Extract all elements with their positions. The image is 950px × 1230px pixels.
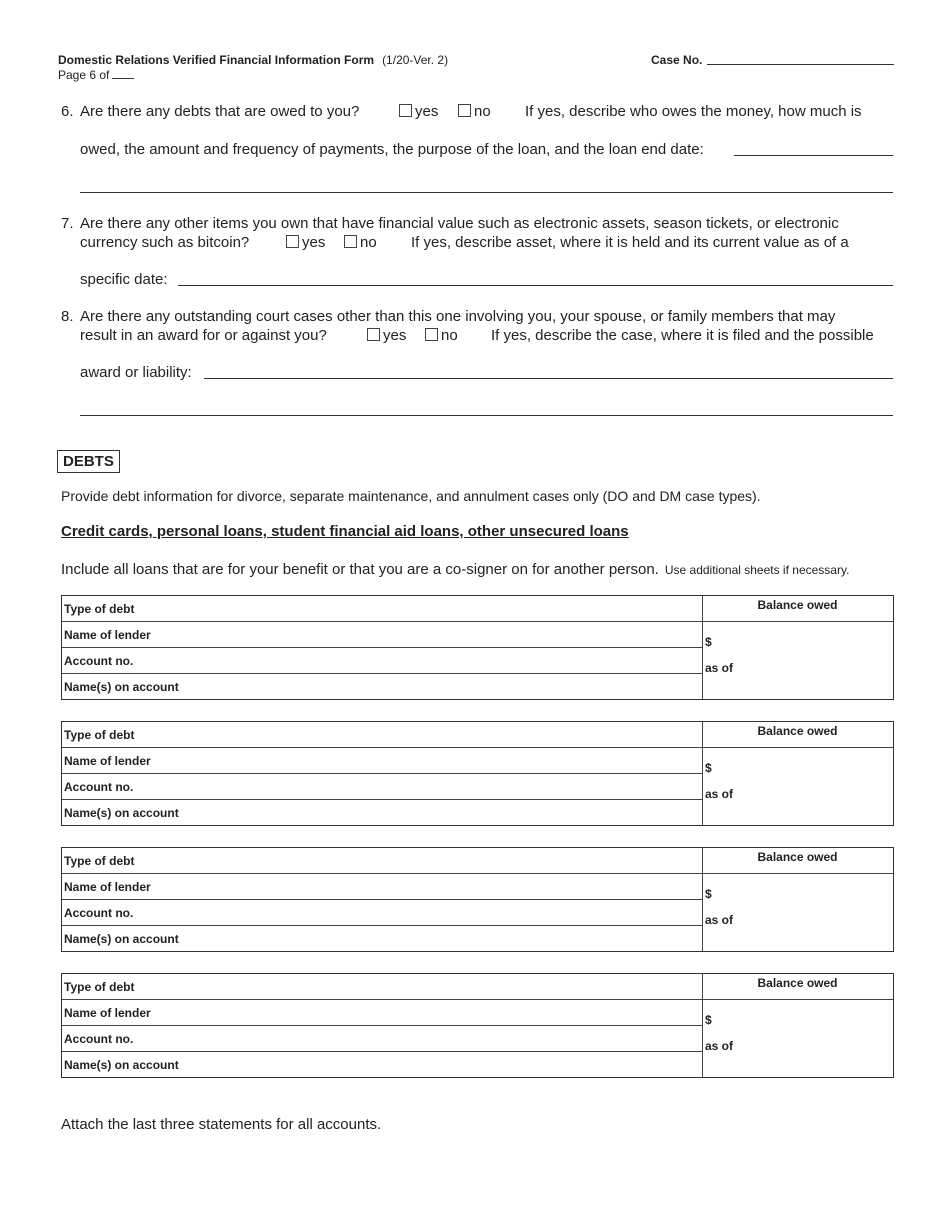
page-number <box>58 68 134 82</box>
account-number-field[interactable]: Account no. <box>62 774 702 800</box>
form-title-text: Domestic Relations Verified Financial Information Form <box>58 53 375 67</box>
question-8-line2: result in an award for or against you? <box>80 327 327 344</box>
question-6-tail: If yes, describe who owes the money, how much is <box>525 103 862 120</box>
debt-table-3 <box>61 847 894 952</box>
question-6-number: 6. <box>61 103 74 120</box>
form-title <box>58 53 448 67</box>
lender-field[interactable]: Name of lender <box>62 1000 702 1026</box>
question-8-answer-line-2[interactable] <box>80 415 893 416</box>
type-of-debt-field[interactable]: Type of debt <box>62 596 702 622</box>
question-8-text: Are there any outstanding court cases other than this one involving you, your spouse, or family members that may <box>80 308 836 325</box>
type-of-debt-field[interactable]: Type of debt <box>62 974 702 1000</box>
question-8-no[interactable] <box>425 327 458 345</box>
balance-date-field[interactable]: as of <box>705 787 734 801</box>
question-6-line2: owed, the amount and frequency of payments, the purpose of the loan, and the loan end date: <box>80 141 704 158</box>
debt-table-1 <box>61 595 894 700</box>
question-7-number: 7. <box>61 215 74 232</box>
question-7-line3: specific date: <box>80 271 168 288</box>
balance-amount-field[interactable]: $ <box>705 1013 712 1027</box>
debt-table-4 <box>61 973 894 1078</box>
checkbox-icon[interactable] <box>458 104 471 117</box>
include-text: Include all loans that are for your benefit or that you are a co-signer on for another person. <box>61 561 659 578</box>
balance-amount-field[interactable]: $ <box>705 635 712 649</box>
question-8-tail: If yes, describe the case, where it is filed and the possible <box>491 327 874 344</box>
names-on-account-field[interactable]: Name(s) on account <box>64 932 179 946</box>
names-on-account-field[interactable]: Name(s) on account <box>64 806 179 820</box>
lender-field[interactable]: Name of lender <box>62 748 702 774</box>
account-number-field[interactable]: Account no. <box>62 900 702 926</box>
question-7-no[interactable] <box>344 234 377 252</box>
question-7-answer-line[interactable] <box>178 285 893 286</box>
question-6-no[interactable] <box>458 103 491 121</box>
balance-owed-header: Balance owed <box>702 722 893 748</box>
case-number-field[interactable] <box>707 64 894 65</box>
yes-label: yes <box>383 327 407 344</box>
debt-table-2 <box>61 721 894 826</box>
no-label: no <box>360 234 377 251</box>
question-7-text: Are there any other items you own that have financial value such as electronic assets, season tickets, or electronic <box>80 215 839 232</box>
no-label: no <box>441 327 458 344</box>
include-instructions <box>61 561 849 578</box>
balance-date-field[interactable]: as of <box>705 661 734 675</box>
balance-amount-field[interactable]: $ <box>705 761 712 775</box>
account-number-field[interactable]: Account no. <box>62 1026 702 1052</box>
checkbox-icon[interactable] <box>425 328 438 341</box>
balance-amount-field[interactable]: $ <box>705 887 712 901</box>
debts-section-title: DEBTS <box>57 450 120 473</box>
balance-owed-header: Balance owed <box>702 596 893 622</box>
type-of-debt-field[interactable]: Type of debt <box>62 848 702 874</box>
balance-owed-header: Balance owed <box>702 848 893 874</box>
question-7-yes[interactable] <box>286 234 325 252</box>
balance-date-field[interactable]: as of <box>705 1039 734 1053</box>
case-number-label: Case No. <box>651 53 703 67</box>
checkbox-icon[interactable] <box>344 235 357 248</box>
question-6-yes[interactable] <box>399 103 438 121</box>
checkbox-icon[interactable] <box>367 328 380 341</box>
question-6-answer-line-1[interactable] <box>734 155 893 156</box>
yes-label: yes <box>415 103 439 120</box>
type-of-debt-field[interactable]: Type of debt <box>62 722 702 748</box>
attach-statements-note: Attach the last three statements for all accounts. <box>61 1116 382 1133</box>
question-8-answer-line-1[interactable] <box>204 378 893 379</box>
checkbox-icon[interactable] <box>286 235 299 248</box>
question-6-answer-line-2[interactable] <box>80 192 893 193</box>
balance-date-field[interactable]: as of <box>705 913 734 927</box>
question-7-line2: currency such as bitcoin? <box>80 234 250 251</box>
lender-field[interactable]: Name of lender <box>62 874 702 900</box>
lender-field[interactable]: Name of lender <box>62 622 702 648</box>
question-7-tail: If yes, describe asset, where it is held and its current value as of a <box>411 234 849 251</box>
no-label: no <box>474 103 491 120</box>
form-version: (1/20-Ver. 2) <box>382 53 449 67</box>
debts-intro: Provide debt information for divorce, separate maintenance, and annulment cases only (DO and DM case types). <box>61 488 761 504</box>
question-8-line3: award or liability: <box>80 364 192 381</box>
checkbox-icon[interactable] <box>399 104 412 117</box>
question-8-number: 8. <box>61 308 74 325</box>
page-total-field[interactable] <box>112 68 134 79</box>
names-on-account-field[interactable]: Name(s) on account <box>64 1058 179 1072</box>
account-number-field[interactable]: Account no. <box>62 648 702 674</box>
question-8-yes[interactable] <box>367 327 406 345</box>
include-note: Use additional sheets if necessary. <box>664 563 850 577</box>
debts-subheading: Credit cards, personal loans, student financial aid loans, other unsecured loans <box>61 523 629 540</box>
question-6-text: Are there any debts that are owed to you? <box>80 103 360 120</box>
balance-owed-header: Balance owed <box>702 974 893 1000</box>
names-on-account-field[interactable]: Name(s) on account <box>64 680 179 694</box>
page-label: Page 6 of <box>58 68 110 82</box>
yes-label: yes <box>302 234 326 251</box>
